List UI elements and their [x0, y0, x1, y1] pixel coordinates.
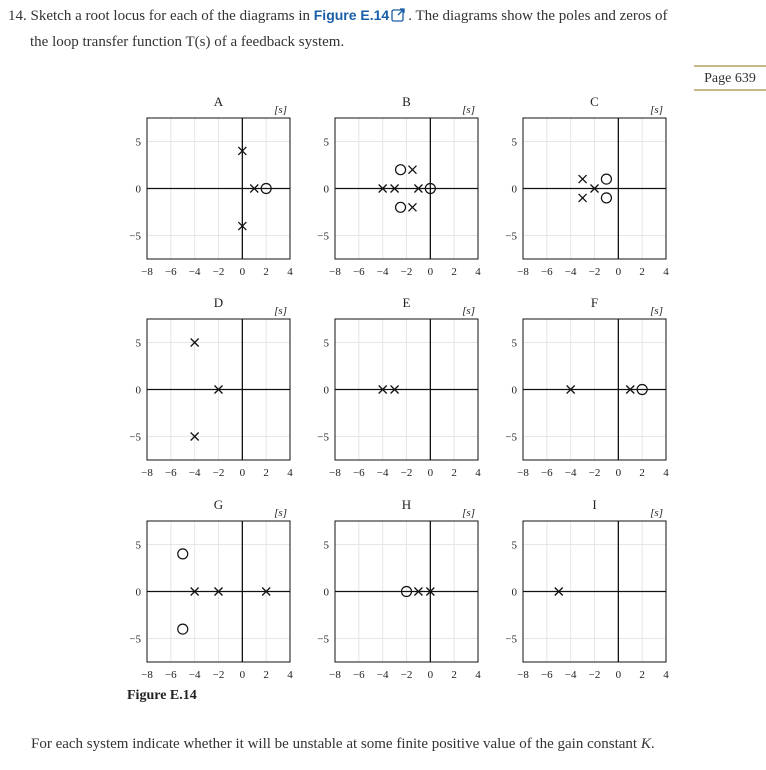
question-text-after: . The diagrams show the poles and zeros of: [408, 8, 668, 24]
x-tick-label: 4: [287, 266, 293, 278]
pole-marker: [579, 194, 587, 202]
x-tick-label: −2: [212, 266, 225, 278]
zero-marker: [396, 202, 406, 212]
x-tick-label: −6: [540, 266, 553, 278]
x-tick-label: −6: [352, 266, 365, 278]
x-tick-label: −8: [329, 467, 341, 479]
y-tick-label: −5: [129, 230, 141, 243]
x-tick-label: 2: [451, 467, 457, 479]
x-tick-label: −6: [540, 669, 553, 681]
y-tick-label: −5: [129, 431, 141, 444]
panel-i: [505, 497, 669, 681]
x-tick-label: −4: [188, 669, 201, 681]
x-tick-label: −2: [588, 467, 601, 479]
x-tick-label: −2: [400, 669, 413, 681]
footer-question: [31, 736, 655, 753]
x-tick-label: −8: [141, 467, 153, 479]
panel-label: H: [401, 497, 412, 512]
y-tick-label: 0: [135, 183, 141, 196]
y-tick-label: 5: [135, 337, 141, 350]
x-tick-label: −4: [564, 467, 577, 479]
x-tick-label: 0: [427, 669, 434, 681]
x-tick-label: 4: [475, 467, 481, 479]
question-line-2: the loop transfer function T(s) of a feedback system.: [30, 34, 345, 50]
x-tick-label: 0: [239, 266, 246, 278]
x-tick-label: 4: [663, 669, 669, 681]
gain-variable: K: [640, 736, 651, 752]
y-tick-label: 0: [511, 183, 517, 196]
y-tick-label: 0: [511, 586, 517, 599]
x-tick-label: 0: [239, 669, 246, 681]
figure-link[interactable]: Figure E.14: [313, 7, 390, 23]
panel-label: A: [213, 94, 224, 109]
s-plane-label: [s]: [462, 104, 475, 116]
x-tick-label: −8: [517, 669, 529, 681]
panel-label: G: [213, 497, 224, 512]
x-tick-label: 0: [427, 467, 434, 479]
x-tick-label: 0: [615, 669, 622, 681]
panel-b: [317, 94, 481, 278]
x-tick-label: 2: [263, 467, 269, 479]
x-tick-label: 0: [427, 266, 434, 278]
y-tick-label: 0: [323, 183, 329, 196]
y-tick-label: −5: [505, 633, 517, 646]
zero-marker: [601, 193, 611, 203]
x-tick-label: 4: [287, 669, 293, 681]
y-tick-label: −5: [505, 230, 517, 243]
x-tick-label: 0: [615, 467, 622, 479]
zero-marker: [178, 624, 188, 634]
x-tick-label: −2: [588, 266, 601, 278]
zero-marker: [178, 549, 188, 559]
y-tick-label: 5: [323, 136, 329, 149]
x-tick-label: 2: [263, 669, 269, 681]
y-tick-label: 5: [135, 539, 141, 552]
panel-a: [129, 94, 293, 278]
x-tick-label: −4: [564, 669, 577, 681]
x-tick-label: 2: [639, 669, 645, 681]
y-tick-label: 5: [323, 539, 329, 552]
x-tick-label: 2: [451, 266, 457, 278]
s-plane-label: [s]: [462, 305, 475, 317]
y-tick-label: 5: [511, 539, 517, 552]
question-number: 14.: [8, 8, 27, 24]
panel-h: [317, 497, 481, 681]
x-tick-label: 4: [663, 467, 669, 479]
y-tick-label: 5: [323, 337, 329, 350]
x-tick-label: −6: [352, 669, 365, 681]
y-tick-label: −5: [317, 431, 329, 444]
footer-text: For each system indicate whether it will be unstable at some finite positive value of the gain constant: [31, 736, 638, 752]
x-tick-label: 4: [287, 467, 293, 479]
x-tick-label: −8: [141, 266, 153, 278]
x-tick-label: −6: [164, 669, 177, 681]
pole-marker: [579, 175, 587, 183]
figure-caption: Figure E.14: [127, 688, 197, 703]
x-tick-label: −4: [564, 266, 577, 278]
footer-end: .: [650, 736, 655, 752]
panel-label: D: [213, 295, 224, 310]
panel-c: [505, 94, 669, 278]
question-text-before: Sketch a root locus for each of the diagrams in: [30, 8, 310, 24]
y-tick-label: 0: [135, 586, 141, 599]
s-plane-label: [s]: [274, 104, 287, 116]
x-tick-label: 2: [639, 266, 645, 278]
x-tick-label: 2: [263, 266, 269, 278]
panel-label: F: [590, 295, 599, 310]
x-tick-label: −8: [517, 467, 529, 479]
x-tick-label: 0: [615, 266, 622, 278]
panel-label: C: [590, 94, 599, 109]
y-tick-label: −5: [129, 633, 141, 646]
x-tick-label: −2: [212, 467, 225, 479]
panel-label: I: [592, 497, 597, 512]
s-plane-label: [s]: [462, 507, 475, 519]
x-tick-label: −4: [188, 266, 201, 278]
panel-g: [129, 497, 293, 681]
s-plane-label: [s]: [650, 507, 663, 519]
x-tick-label: 2: [639, 467, 645, 479]
panel-label: E: [402, 295, 411, 310]
y-tick-label: −5: [317, 633, 329, 646]
x-tick-label: −4: [376, 266, 389, 278]
x-tick-label: −8: [329, 266, 341, 278]
s-plane-label: [s]: [650, 305, 663, 317]
x-tick-label: 0: [239, 467, 246, 479]
x-tick-label: −6: [540, 467, 553, 479]
zero-marker: [396, 165, 406, 175]
x-tick-label: −2: [588, 669, 601, 681]
x-tick-label: −8: [141, 669, 153, 681]
x-tick-label: −6: [352, 467, 365, 479]
x-tick-label: −8: [517, 266, 529, 278]
x-tick-label: −8: [329, 669, 341, 681]
x-tick-label: −4: [376, 467, 389, 479]
x-tick-label: 4: [475, 669, 481, 681]
x-tick-label: 4: [475, 266, 481, 278]
x-tick-label: −2: [212, 669, 225, 681]
s-plane-label: [s]: [650, 104, 663, 116]
panel-e: [317, 295, 481, 479]
x-tick-label: −2: [400, 467, 413, 479]
y-tick-label: 0: [323, 586, 329, 599]
page-number-tag: Page 639: [694, 65, 766, 91]
y-tick-label: 0: [135, 384, 141, 397]
y-tick-label: 5: [511, 337, 517, 350]
y-tick-label: 5: [511, 136, 517, 149]
y-tick-label: 0: [323, 384, 329, 397]
panel-label: B: [402, 94, 411, 109]
panel-f: [505, 295, 669, 479]
x-tick-label: 4: [663, 266, 669, 278]
pole-marker: [408, 166, 416, 174]
x-tick-label: −4: [188, 467, 201, 479]
y-tick-label: −5: [505, 431, 517, 444]
y-tick-label: 0: [511, 384, 517, 397]
x-tick-label: −6: [164, 467, 177, 479]
zero-marker: [601, 174, 611, 184]
x-tick-label: 2: [451, 669, 457, 681]
s-plane-label: [s]: [274, 507, 287, 519]
panel-d: [129, 295, 293, 479]
x-tick-label: −2: [400, 266, 413, 278]
y-tick-label: −5: [317, 230, 329, 243]
x-tick-label: −6: [164, 266, 177, 278]
pole-marker: [408, 203, 416, 211]
y-tick-label: 5: [135, 136, 141, 149]
s-plane-label: [s]: [274, 305, 287, 317]
x-tick-label: −4: [376, 669, 389, 681]
